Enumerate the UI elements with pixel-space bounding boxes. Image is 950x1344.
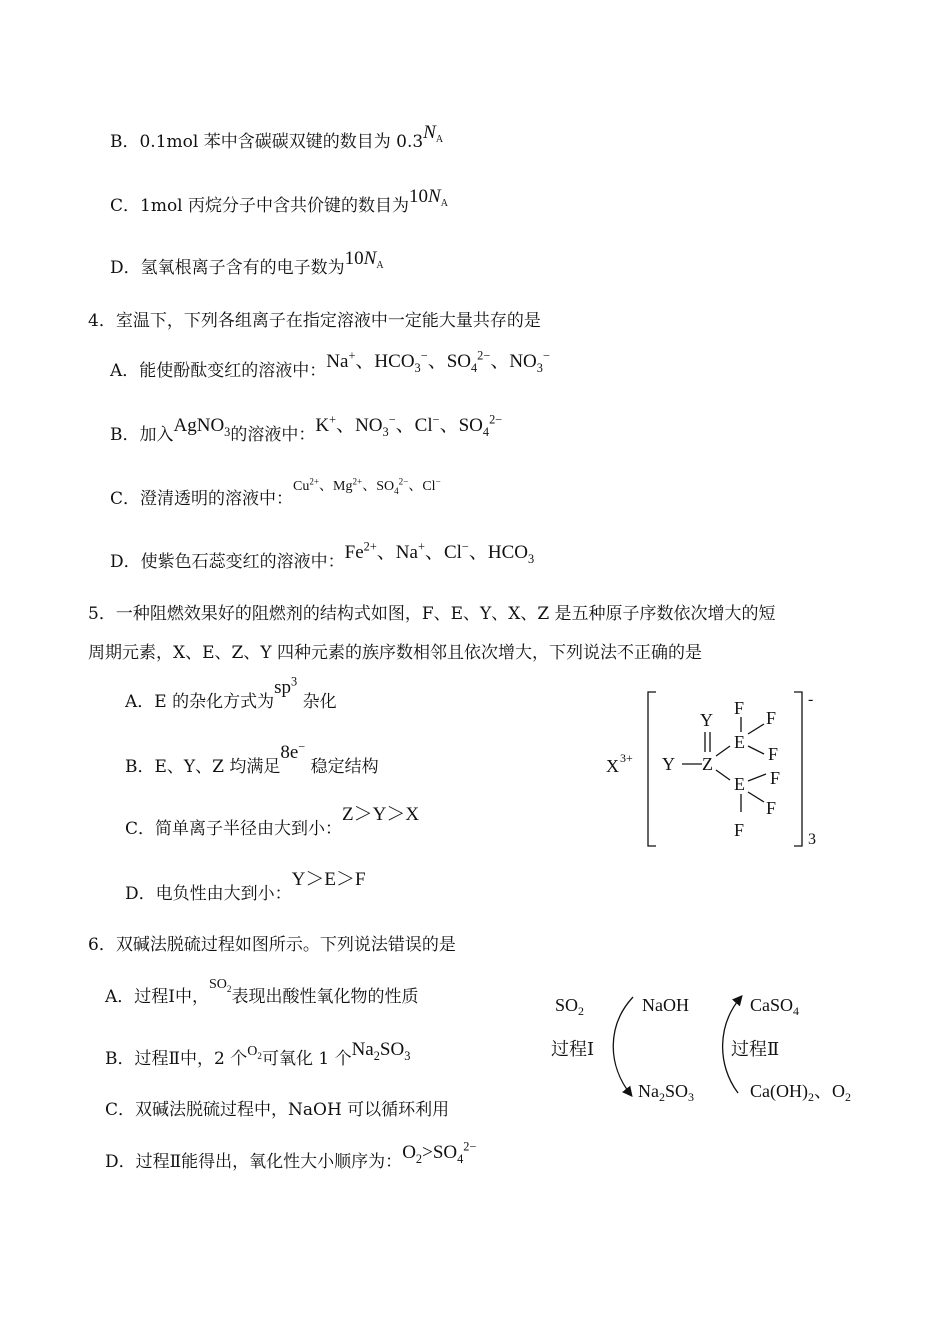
- charge-label: -: [808, 691, 814, 708]
- q5-structure-figure: [600, 684, 840, 854]
- naoh-label: NaOH: [642, 995, 689, 1015]
- q6-option-b: B．过程Ⅱ中，2 个$^{O_2}$可氧化 1 个$Na_2SO_3$: [105, 1039, 411, 1069]
- q5-option-c: C．简单离子半径由大到小：Z＞Y＞X: [125, 804, 420, 839]
- q6-stem: 6．双碱法脱硫过程如图所示。下列说法错误的是: [88, 935, 456, 955]
- z-atom: Z: [702, 754, 713, 774]
- q5-option-a: A．E 的杂化方式为$sp^3$ 杂化: [125, 674, 337, 712]
- f-atom-2: F: [766, 708, 777, 728]
- x-charge: 3+: [620, 751, 633, 765]
- x-atom: X: [606, 756, 619, 776]
- q3-option-d: D．氢氧根离子含有的电子数为$10N_A$: [110, 248, 384, 278]
- q5-option-b: B．E、Y、Z 均满足8e− 稳定结构: [125, 739, 379, 777]
- so2-label: $SO_2$: [555, 995, 585, 1018]
- q6-cycle-figure: [545, 985, 875, 1110]
- f-atom-4: F: [770, 768, 781, 788]
- process-1-label: 过程Ⅰ: [551, 1039, 595, 1059]
- process-2-label: 过程Ⅱ: [731, 1039, 780, 1059]
- f-atom-6: F: [734, 820, 745, 840]
- q6-option-a: A．过程Ⅰ中，$^{SO_2}$表现出酸性氧化物的性质: [105, 977, 419, 1007]
- right-bracket: [794, 692, 802, 846]
- y-top-atom: Y: [700, 710, 713, 730]
- q5-option-d: D．电负性由大到小：Y＞E＞F: [125, 869, 366, 904]
- f-atom-3: F: [768, 744, 779, 764]
- e-top-atom: E: [734, 732, 745, 752]
- q4-stem: 4．室温下，下列各组离子在指定溶液中一定能大量共存的是: [88, 311, 541, 331]
- left-bracket: [648, 692, 656, 846]
- caso4-label: CaSO$_4$: [750, 995, 800, 1018]
- f-atom-5: F: [766, 798, 777, 818]
- e-bottom-atom: E: [734, 774, 745, 794]
- caoh2-o2-label: $Ca(OH)_2$、$O_2$: [750, 1081, 851, 1104]
- q5-stem-line2: 周期元素，X、E、Z、Y 四种元素的族序数相邻且依次增大，下列说法不正确的是: [88, 643, 702, 663]
- q4-option-d: D．使紫色石蕊变红的溶液中：$Fe^{2+}$、Na+、Cl−、$HCO_3$: [110, 539, 535, 572]
- q3-option-c: C．1mol 丙烷分子中含共价键的数目为$10N_A$: [110, 186, 448, 216]
- q3-option-b: B．0.1mol 苯中含碳碳双键的数目为 $0.3N_A$: [110, 122, 444, 152]
- q6-option-c: C．双碱法脱硫过程中，NaOH 可以循环利用: [105, 1100, 450, 1120]
- q4-option-b: B．加入AgNO$_3$的溶液中：K+、$NO_3^-$、Cl−、$SO_4^{2-}$: [110, 412, 503, 445]
- q6-option-d: D．过程Ⅱ能得出，氧化性大小顺序为：$O_2>SO_4^{2-}$: [105, 1139, 477, 1172]
- count-label: 3: [808, 831, 816, 848]
- q4-option-a: A．能使酚酞变红的溶液中：Na+、$HCO_3^-$、$SO_4^{2-}$、$NO_3^-$: [110, 348, 550, 381]
- q4-option-c: C．澄清透明的溶液中：$^{Cu^{2+}、Mg^{2+}、SO_4^{2-}、Cl^-}$: [110, 476, 441, 509]
- na2so3-label: $Na_2SO_3$: [638, 1081, 695, 1104]
- f-atom-1: F: [734, 698, 745, 718]
- y-left-atom: Y: [662, 754, 675, 774]
- q5-stem-line1: 5．一种阻燃效果好的阻燃剂的结构式如图，F、E、Y、X、Z 是五种原子序数依次增大的短: [88, 604, 776, 624]
- arrow-process-1: [613, 997, 633, 1095]
